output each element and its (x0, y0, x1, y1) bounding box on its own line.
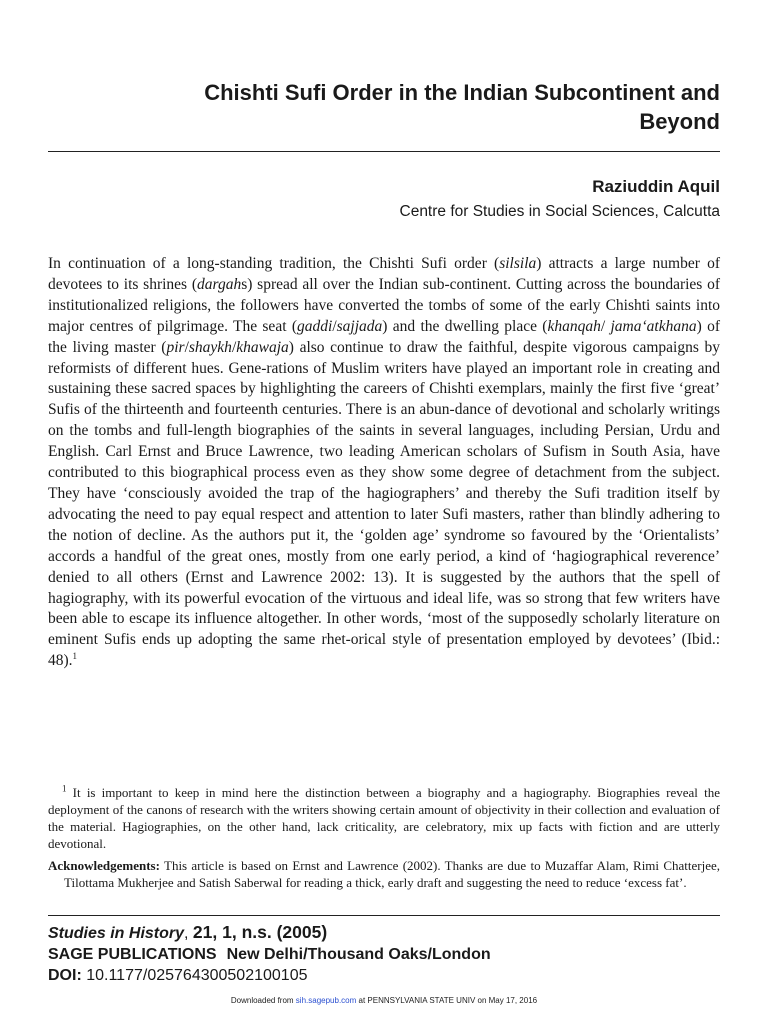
journal-volume: 21, 1, n.s. (2005) (192, 922, 328, 942)
body-text-segment: / (600, 317, 611, 335)
title-divider (48, 151, 720, 152)
footnote-1 (48, 784, 720, 852)
download-notice (0, 996, 768, 1006)
publisher-place: New Delhi/Thousand Oaks/London (226, 946, 491, 963)
term-silsila: silsila (499, 255, 537, 272)
body-text-segment: / (231, 338, 237, 356)
body-text-segment: ) and the dwelling place ( (382, 317, 548, 335)
body-text-segment: / (184, 338, 189, 356)
doi-line (48, 965, 728, 986)
body-paragraph (48, 254, 720, 672)
term-shaykh: shaykh (188, 338, 232, 356)
body-text-segment: s) spread all over the Indian sub-continent. Cutting across the boundaries of institutionalized religions, the followers have converted the tombs of some of the early Chishti saints into major centres of pilgrimage. The seat ( (48, 275, 720, 335)
download-link[interactable]: sih.sagepub.com (295, 996, 357, 1005)
author-name: Raziuddin Aquil (592, 177, 720, 196)
term-dargah: dargah (197, 275, 242, 293)
body-text-segment: ) also continue to draw the faithful, despite vigorous campaigns by reformists of different hues. Gene-rations of Muslim writers have played an important role in creating and sustaining these sacred spaces by highlighting the careers of Chishti exemplars, mainly the first five ‘great’ Sufis of the thirteenth and fourteenth centuries. There is an abun-dance of devotional and scholarly writings on the tombs and full-length biographies of the saints in several languages, including Persian, Urdu and English. Carl Ernst and Bruce Lawrence, two leading American scholars of Sufism in South Asia, have contributed to this biographical process even as they show some degree of detachment from the subject. They have ‘consciously avoided the trap of the hagiographers’ and thereby the Sufi tradition itself by advocating the need to pay equal respect and attention to later Sufi masters, rather than blindly adhering to the notion of decline. As the authors put it, the ‘golden age’ syndrome so favoured by the ‘Orientalists’ accords a handful of the great ones, mostly from one early period, a kind of ‘hagiographical reverence’ denied to all others (Ernst and Lawrence 2002: 13). It is suggested by the authors that the spell of hagiography, with its powerful evocation of the virtuous and ideal life, was so strong that few writers have been able to escape its influence altogether. In other words, ‘most of the supposedly scholarly literature on eminent Sufis ends up adopting the same rhet-orical style of presentation employed by devotees’ (Ibid.: 48). (48, 338, 720, 670)
term-gaddi: gaddi (297, 317, 333, 335)
download-prefix: Downloaded from (230, 996, 296, 1005)
term-sajjada: sajjada (336, 317, 383, 335)
body-text-segment: ) attracts a large number of devotees to its shrines ( (48, 255, 720, 293)
journal-name: Studies in History (48, 925, 185, 942)
footer-divider (48, 915, 720, 916)
article-title-line1: Chishti Sufi Order in the Indian Subcontinent and (204, 80, 720, 105)
body-text-segment: In continuation of a long-standing tradition, the Chishti Sufi order ( (48, 255, 500, 272)
footnote-mark: 1 (62, 783, 67, 794)
term-pir: pir (166, 338, 185, 356)
doi-label: DOI: (48, 967, 82, 984)
journal-info (48, 922, 728, 986)
term-khawaja: khawaja (236, 338, 289, 356)
acknowledgements (48, 857, 720, 891)
publisher-line (48, 944, 728, 965)
article-title-line2: Beyond (639, 109, 720, 134)
journal-sep: , (184, 925, 193, 942)
term-jamaatkhana: jama‘atkhana (610, 317, 697, 335)
download-suffix: at PENNSYLVANIA STATE UNIV on May 17, 2016 (356, 996, 538, 1005)
article-title (48, 78, 720, 136)
publisher-name: SAGE PUBLICATIONS (48, 946, 217, 963)
doi-value[interactable]: 10.1177/025764300502100105 (81, 967, 308, 984)
acknowledgements-text: This article is based on Ernst and Lawrence (2002). Thanks are due to Muzaffar Alam, Rimi Chatterjee, Tilottama Mukherjee and Satish Saberwal for reading a thick, early draft and suggesting the need to reduce ‘excess fat’. (64, 858, 720, 890)
body-text-segment: ) of the living master ( (48, 317, 721, 356)
acknowledgements-label: Acknowledgements: (48, 858, 160, 873)
body-text-segment: / (332, 317, 337, 335)
footnote-text: It is important to keep in mind here the distinction between a biography and a hagiography. Biographies reveal the deployment of the canons of research with the writers showing certain amount of objectivity in their collection and evaluation of the material. Hagiographies, on the other hand, lack criticality, are celebratory, mix up facts with fiction and are utterly devotional. (48, 785, 720, 851)
author-affiliation: Centre for Studies in Social Sciences, Calcutta (399, 203, 720, 220)
journal-line (48, 922, 728, 944)
footnote-ref[interactable]: 1 (72, 651, 78, 662)
term-khanqah: khanqah (547, 317, 601, 335)
